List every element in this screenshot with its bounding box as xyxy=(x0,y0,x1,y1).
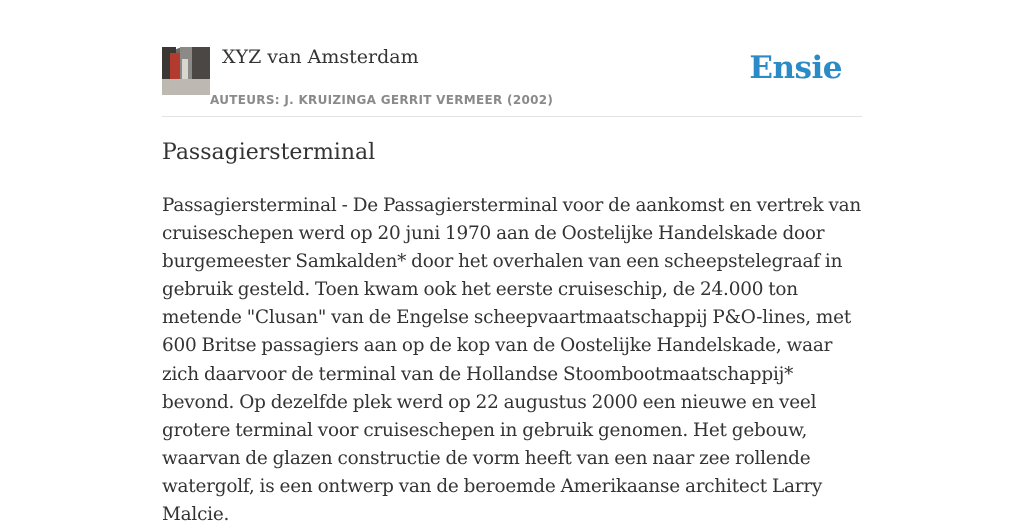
article-header xyxy=(162,44,862,117)
article-body: Passagiersterminal - De Passagiersterminal voor de aankomst en vertrek van cruiseschepen werd op 20 juni 1970 aan de Oostelijke Handelskade door burgemeester Samkalden* door het overhalen van een scheepstelegraaf in gebruik gesteld. Toen kwam ook het eerste cruiseschip, de 24.000 ton metende "Clusan" van de Engelse scheepvaartmaatschappij P&O-lines, met 600 Britse passagiers aan op de kop van de Oostelijke Handelskade, waar zich daarvoor de terminal van de Hollandse Stoombootmaatschappij* bevond. Op dezelfde plek werd op 22 augustus 2000 een nieuwe en veel grotere terminal voor cruiseschepen in gebruik genomen. Het gebouw, waarvan de glazen constructie de vorm heeft van een naar zee rollende watergolf, is een ontwerp van de beroemde Amerikaanse architect Larry Malcie. xyxy=(162,195,862,526)
author-avatar[interactable] xyxy=(162,47,210,95)
ensie-logo[interactable]: Ensie xyxy=(749,50,842,86)
author-name[interactable]: XYZ van Amsterdam xyxy=(222,46,419,68)
authors-credit: AUTEURS: J. KRUIZINGA GERRIT VERMEER (2002) xyxy=(210,93,554,107)
page-title: Passagiersterminal xyxy=(162,140,376,165)
